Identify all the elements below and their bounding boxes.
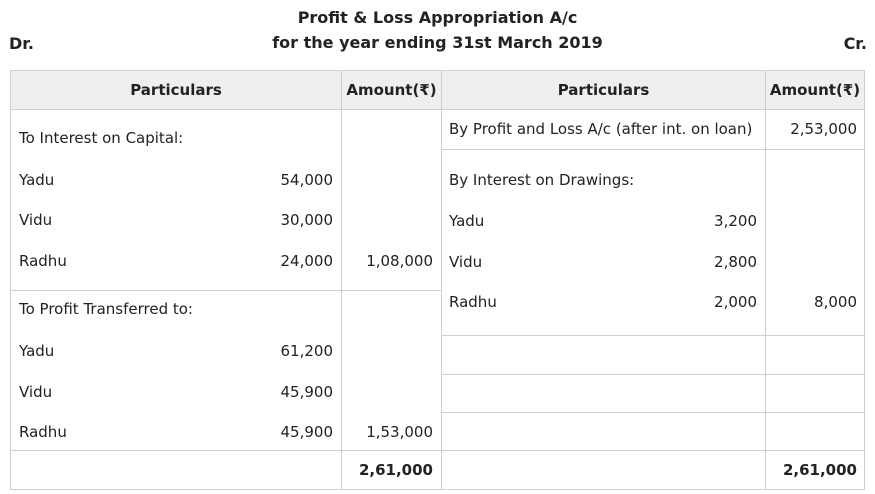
dr-total-label-cell — [10, 450, 342, 490]
interest-row-vidu-name: Vidu — [19, 211, 53, 229]
drawings-row-vidu-amount: 2,800 — [714, 253, 757, 271]
dr-profit-amount-cell — [341, 290, 442, 451]
appropriation-ledger-table — [10, 70, 865, 490]
credit-label: Cr. — [843, 34, 867, 53]
cr-total-amount-cell — [765, 450, 865, 490]
drawings-row-radhu-amount: 2,000 — [714, 293, 757, 311]
cr-empty-row-1-amount — [765, 335, 865, 375]
cr-empty-row-1 — [441, 335, 766, 375]
profit-and-loss-amount: 2,53,000 — [790, 120, 857, 138]
drawings-row-radhu-name: Radhu — [449, 293, 497, 311]
profit-row-vidu-amount: 45,900 — [280, 383, 333, 401]
profit-transferred-total: 1,53,000 — [366, 423, 433, 441]
profit-row-radhu-amount: 45,900 — [280, 423, 333, 441]
account-period: for the year ending 31st March 2019 — [272, 33, 603, 52]
drawings-row-yadu-amount: 3,200 — [714, 212, 757, 230]
profit-row-yadu-name: Yadu — [19, 342, 55, 360]
interest-on-drawings-heading: By Interest on Drawings: — [449, 171, 635, 189]
profit-row-yadu-amount: 61,200 — [280, 342, 333, 360]
cr-empty-row-2 — [441, 374, 766, 413]
dr-interest-block — [10, 109, 342, 291]
interest-row-radhu-name: Radhu — [19, 252, 67, 270]
cr-profit-loss-amount-cell — [765, 109, 865, 150]
interest-row-radhu-amount: 24,000 — [280, 252, 333, 270]
dr-total-amount-cell — [341, 450, 442, 490]
cr-empty-row-2-amount — [765, 374, 865, 413]
profit-row-radhu-name: Radhu — [19, 423, 67, 441]
credit-grand-total: 2,61,000 — [782, 461, 857, 479]
interest-on-capital-total: 1,08,000 — [366, 252, 433, 270]
dr-profit-block — [10, 290, 342, 451]
drawings-row-yadu-name: Yadu — [449, 212, 485, 230]
interest-on-capital-heading: To Interest on Capital: — [19, 129, 184, 147]
dr-amount-header: Amount(₹) — [341, 70, 442, 110]
profit-transferred-heading: To Profit Transferred to: — [19, 300, 193, 318]
cr-drawings-block — [441, 149, 766, 336]
interest-row-vidu-amount: 30,000 — [280, 211, 333, 229]
debit-label: Dr. — [9, 34, 34, 53]
debit-grand-total: 2,61,000 — [358, 461, 433, 479]
profit-and-loss-label: By Profit and Loss A/c (after int. on loan) — [449, 120, 753, 138]
profit-row-vidu-name: Vidu — [19, 383, 53, 401]
cr-empty-row-3-amount — [765, 412, 865, 451]
cr-amount-header: Amount(₹) — [765, 70, 865, 110]
interest-row-yadu-amount: 54,000 — [280, 171, 333, 189]
cr-total-label-cell — [441, 450, 766, 490]
interest-on-drawings-total: 8,000 — [814, 293, 857, 311]
drawings-row-vidu-name: Vidu — [449, 253, 483, 271]
dr-interest-amount-cell — [341, 109, 442, 291]
account-title: Profit & Loss Appropriation A/c — [297, 8, 578, 27]
cr-drawings-amount-cell — [765, 149, 865, 336]
cr-empty-row-3 — [441, 412, 766, 451]
cr-particulars-header: Particulars — [441, 70, 766, 110]
interest-row-yadu-name: Yadu — [19, 171, 55, 189]
cr-profit-loss-cell — [441, 109, 766, 150]
dr-particulars-header: Particulars — [10, 70, 342, 110]
